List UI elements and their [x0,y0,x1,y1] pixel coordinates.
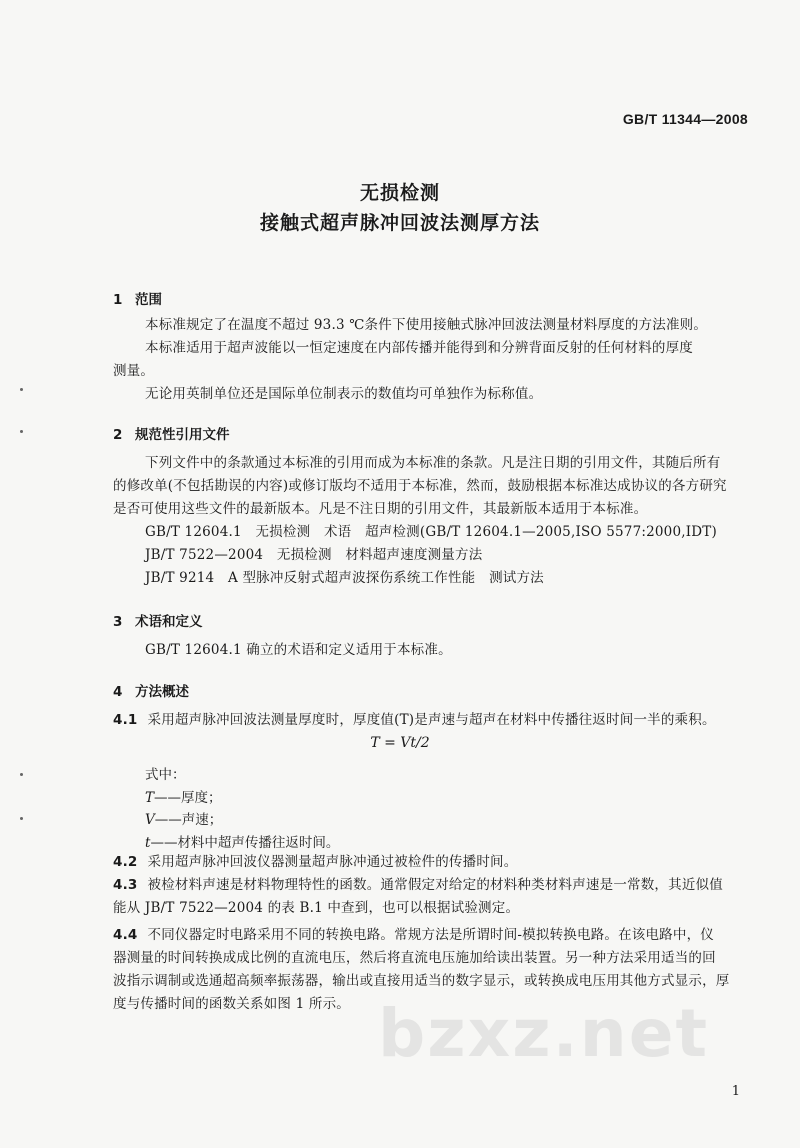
margin-mark [20,388,23,391]
variable-velocity [145,808,222,828]
clause-4-2 [113,851,517,874]
variable-tt-symbol: t [145,835,151,851]
clause-4-2-text: 采用超声脉冲回波仪器测量超声脉冲通过被检件的传播时间。 [147,854,518,870]
clause-4-3-number: 4.3 [113,877,138,893]
s2-paragraph-1b: 的修改单(不包括勘误的内容)或修订版均不适用于本标准，然而，鼓励根据本标准达成协议的各方研究 [113,478,727,494]
reference-2: JB/T 7522—2004 无损检测 材料超声速度测量方法 [145,547,483,563]
where-label: 式中： [145,767,186,783]
clause-4-1-number: 4.1 [113,712,138,728]
clause-4-3-text-a: 被检材料声速是材料物理特性的函数。通常假定对给定的材料种类材料声速是一常数，其近似值 [147,877,723,893]
variable-t-symbol: T [145,790,155,806]
margin-mark [20,430,23,433]
section-3-number: 3 [113,614,123,630]
section-1-title: 范围 [135,292,162,308]
clause-4-1-text: 采用超声脉冲回波法测量厚度时，厚度值(T)是声速与超声在材料中传播往返时间一半的乘积。 [147,712,716,728]
section-1-heading [113,288,162,308]
variable-t-desc: ——厚度； [154,790,222,806]
clause-4-3 [113,874,723,897]
title-line-2: 接触式超声脉冲回波法测厚方法 [259,212,540,234]
variable-thickness [145,786,222,806]
section-4-title: 方法概述 [135,684,189,700]
section-4-heading [113,680,189,700]
variable-time [145,831,339,851]
clause-4-3-text-b: 能从 JB/T 7522—2004 的表 B.1 中查到，也可以根据试验测定。 [113,900,520,916]
s2-paragraph-1c: 是否可使用这些文件的最新版本。凡是不注日期的引用文件，其最新版本适用于本标准。 [113,501,648,517]
s2-paragraph-1a: 下列文件中的条款通过本标准的引用而成为本标准的条款。凡是注日期的引用文件，其随后所有 [145,455,721,471]
clause-4-1 [113,709,716,732]
s1-paragraph-1: 本标准规定了在温度不超过 93.3 ℃条件下使用接触式脉冲回波法测量材料厚度的方法准则。 [145,317,708,333]
section-2-title: 规范性引用文件 [135,427,230,443]
section-3-heading [113,610,203,630]
reference-1: GB/T 12604.1 无损检测 术语 超声检测(GB/T 12604.1—2005,ISO 5577:2000,IDT) [145,524,717,540]
variable-v-desc: ——声速； [154,812,223,828]
section-2-number: 2 [113,427,123,443]
section-3-title: 术语和定义 [135,614,203,630]
clause-4-4-text-a: 不同仪器定时电路采用不同的转换电路。常规方法是所谓时间-模拟转换电路。在该电路中，仪 [147,927,714,943]
page-number: 1 [731,1084,740,1099]
variable-tt-desc: ——材料中超声传播往返时间。 [150,835,340,851]
clause-4-2-number: 4.2 [113,854,138,870]
variable-v-symbol: V [145,812,155,828]
s3-paragraph-1: GB/T 12604.1 确立的术语和定义适用于本标准。 [145,642,452,658]
reference-3: JB/T 9214 A 型脉冲反射式超声波探伤系统工作性能 测试方法 [145,570,544,586]
clause-4-4 [113,924,714,947]
site-watermark: bzxz.net [378,995,710,1072]
section-4-number: 4 [113,684,123,700]
clause-4-4-text-b: 器测量的时间转换成成比例的直流电压，然后将直流电压施加给读出装置。另一种方法采用适当的回 [113,950,716,966]
thickness-formula: T = Vt/2 [370,735,430,751]
clause-4-4-text-c: 波指示调制或选通超高频率振荡器，输出或直接用适当的数字显示，或转换成电压用其他方式显示，厚 [113,973,730,989]
section-1-number: 1 [113,292,123,308]
clause-4-4-text-d: 度与传播时间的函数关系如图 1 所示。 [113,996,350,1012]
s1-paragraph-2a: 本标准适用于超声波能以一恒定速度在内部传播并能得到和分辨背面反射的任何材料的厚度 [145,340,693,356]
clause-4-4-number: 4.4 [113,927,138,943]
s1-paragraph-3: 无论用英制单位还是国际单位制表示的数值均可单独作为标称值。 [145,386,543,402]
margin-mark [20,773,23,776]
margin-mark [20,817,23,820]
s1-paragraph-2b: 测量。 [113,363,155,379]
section-2-heading [113,423,230,443]
title-line-1: 无损检测 [359,182,440,204]
standard-code: GB/T 11344—2008 [622,111,748,127]
